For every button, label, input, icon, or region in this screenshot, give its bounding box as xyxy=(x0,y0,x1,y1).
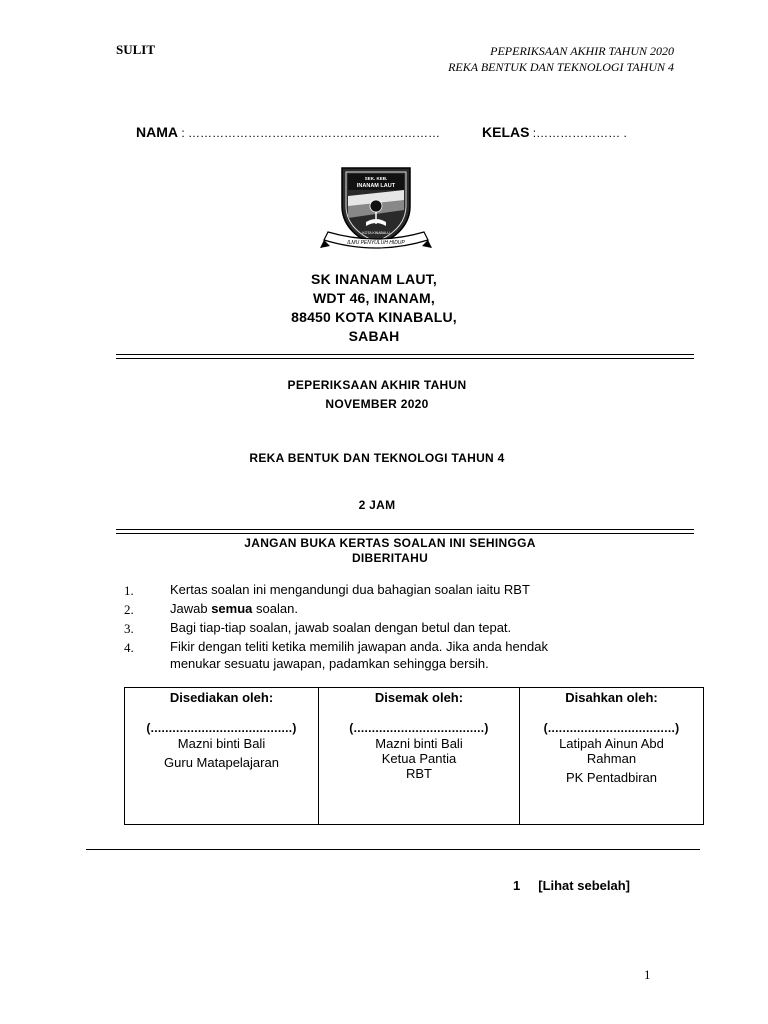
exam-subject: REKA BENTUK DAN TEKNOLOGI TAHUN 4 xyxy=(249,451,505,465)
instruction-text: Fikir dengan teliti ketika memilih jawapan anda. Jika anda hendak menukar sesuatu jawapan, padamkan sehingga bersih. xyxy=(170,639,548,671)
signatory-role: Ketua Pantia RBT xyxy=(381,751,457,781)
crest-place-text: KOTA KINABALU xyxy=(362,231,390,235)
instruction-item xyxy=(124,619,604,638)
double-divider-bottom xyxy=(116,529,694,534)
signatory-name: Mazni binti Bali xyxy=(177,736,266,751)
header-exam-title: PEPERIKSAAN AKHIR TAHUN 2020 xyxy=(490,44,674,58)
address-line: SK INANAM LAUT, xyxy=(311,271,437,287)
emphasis-text: semua xyxy=(211,601,253,616)
double-divider-top xyxy=(116,354,694,359)
instruction-text: Jawab semua soalan. xyxy=(170,601,298,616)
signatory-name: Mazni binti Bali xyxy=(375,736,463,751)
signature-line: (...................................) xyxy=(543,721,680,735)
exam-date: NOVEMBER 2020 xyxy=(325,397,429,411)
school-crest-logo xyxy=(320,162,432,256)
class-label: KELAS xyxy=(482,124,530,140)
instruction-item xyxy=(124,600,604,619)
name-label: NAMA xyxy=(136,124,178,140)
header-subject: REKA BENTUK DAN TEKNOLOGI TAHUN 4 xyxy=(448,60,674,74)
footer-page-ref: 1 xyxy=(513,878,521,893)
signature-line: (....................................) xyxy=(349,721,489,735)
instruction-number: 4. xyxy=(124,640,134,655)
exam-title: PEPERIKSAAN AKHIR TAHUN xyxy=(287,378,467,392)
school-address xyxy=(0,270,768,346)
instruction-item xyxy=(124,638,604,676)
instruction-text: Kertas soalan ini mengandungi dua bahagian soalan iaitu RBT xyxy=(170,582,530,597)
signature-heading: Disediakan oleh: xyxy=(169,690,274,705)
name-field[interactable]: : ……………………………………………………… xyxy=(178,126,441,140)
signature-heading: Disemak oleh: xyxy=(374,690,464,705)
class-field[interactable]: :………………… . xyxy=(529,126,627,140)
exam-duration: 2 JAM xyxy=(358,498,396,512)
warning-line: DIBERITAHU xyxy=(351,551,429,565)
crest-school-text: INANAM LAUT xyxy=(356,183,396,189)
signatory-role: Guru Matapelajaran xyxy=(164,755,279,770)
do-not-open-warning xyxy=(150,536,630,566)
signatory-name: Latipah Ainun Abd Rahman xyxy=(559,736,664,766)
instruction-number: 1. xyxy=(124,583,134,598)
instructions-list xyxy=(124,581,604,676)
instruction-number: 3. xyxy=(124,621,134,636)
student-info-line xyxy=(136,124,676,140)
instruction-text: Bagi tiap-tiap soalan, jawab soalan dengan betul dan tepat. xyxy=(170,620,512,635)
signatory-role: PK Pentadbiran xyxy=(565,770,658,785)
header-exam-info xyxy=(448,43,674,75)
crest-top-text: SEK. KEB. xyxy=(364,176,388,181)
instruction-item xyxy=(124,581,604,600)
crest-motto: ILMU PENYULUH HIDUP xyxy=(347,240,405,246)
signature-heading: Disahkan oleh: xyxy=(565,690,658,705)
next-page-label: [Lihat sebelah] xyxy=(538,878,630,893)
signature-line: (.......................................) xyxy=(146,721,297,735)
checked-by-cell xyxy=(319,688,520,825)
footer-divider xyxy=(86,849,700,850)
approved-by-cell xyxy=(520,688,704,825)
address-line: WDT 46, INANAM, xyxy=(313,290,435,306)
signature-table xyxy=(124,687,704,825)
warning-line: JANGAN BUKA KERTAS SOALAN INI SEHINGGA xyxy=(244,536,536,550)
page-number: 1 xyxy=(644,967,651,982)
prepared-by-cell xyxy=(125,688,319,825)
instruction-number: 2. xyxy=(124,602,134,617)
address-line: 88450 KOTA KINABALU, xyxy=(291,309,457,325)
header-sulit: SULIT xyxy=(116,42,156,57)
footer-nav xyxy=(513,878,630,893)
address-line: SABAH xyxy=(348,328,400,344)
